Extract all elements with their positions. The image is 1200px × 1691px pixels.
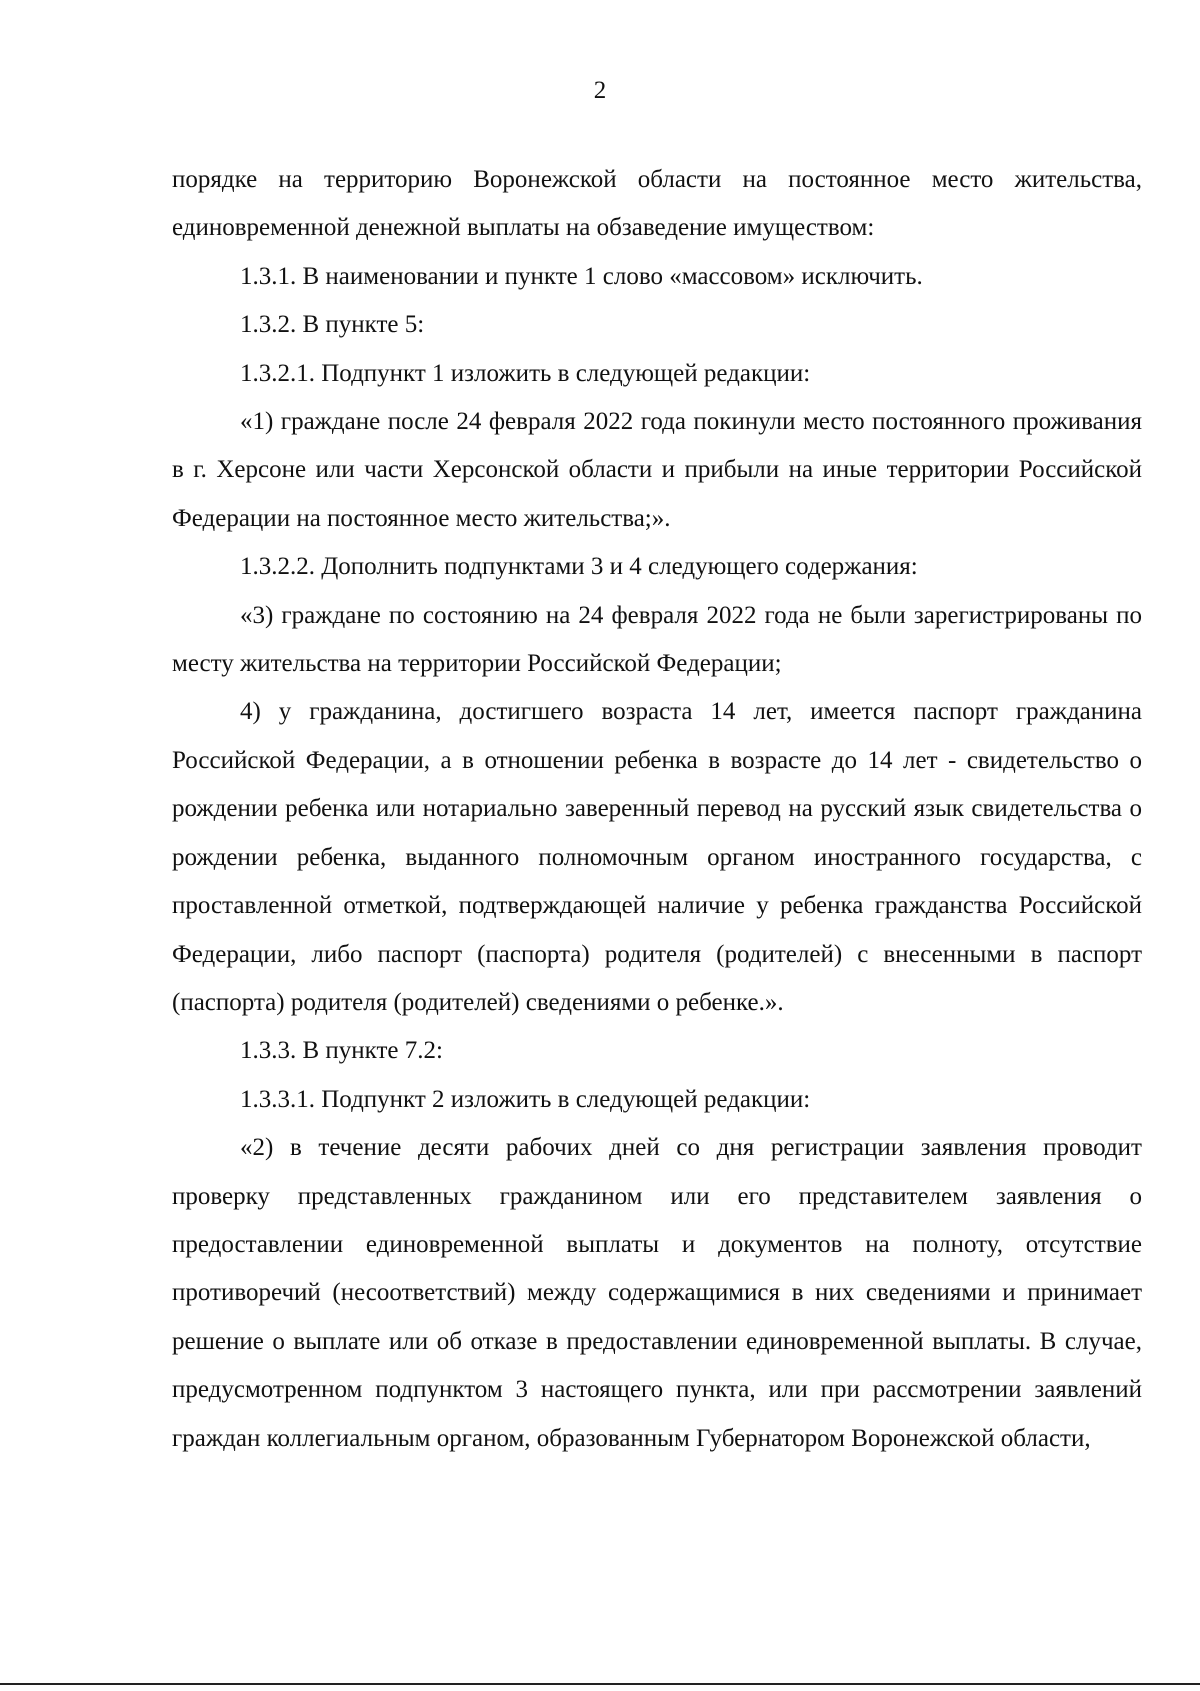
paragraph-1-3-2-1: 1.3.2.1. Подпункт 1 изложить в следующей редакции: <box>240 359 811 387</box>
paragraph-subitem-3: «3) граждане по состоянию на 24 февраля 2022 года не были зарегистрированы по месту жительства на территории Российской Федерации; <box>172 601 1142 678</box>
document-body <box>172 156 1142 1463</box>
bottom-rule <box>0 1683 1200 1685</box>
page-number: 2 <box>593 77 607 104</box>
paragraph-intro: порядке на территорию Воронежской области на постоянное место жительства, единовременной денежной выплаты на обзаведение имуществом: <box>172 166 1142 242</box>
paragraph-1-3-3: 1.3.3. В пункте 7.2: <box>240 1037 443 1065</box>
paragraph-1-3-2-2: 1.3.2.2. Дополнить подпунктами 3 и 4 следующего содержания: <box>240 553 918 581</box>
paragraph-1-3-2: 1.3.2. В пункте 5: <box>240 311 425 339</box>
paragraph-1-3-1: 1.3.1. В наименовании и пункте 1 слово «массовом» исключить. <box>240 262 923 290</box>
paragraph-subitem-1: «1) граждане после 24 февраля 2022 года покинули место постоянного проживания в г. Херсоне или части Херсонской области и прибыли на иные территории Российской Федерации на постоянное место жительства;». <box>172 408 1142 532</box>
paragraph-1-3-3-1: 1.3.3.1. Подпункт 2 изложить в следующей редакции: <box>240 1085 811 1113</box>
paragraph-subitem-4: 4) у гражданина, достигшего возраста 14 лет, имеется паспорт гражданина Российской Федерации, а в отношении ребенка в возрасте до 14 лет - свидетельство о рождении ребенка или нотариально заверенный перевод на русский язык свидетельства о рождении ребенка, выданного полномочным органом иностранного государства, с проставленной отметкой, подтверждающей наличие у ребенка гражданства Российской Федерации, либо паспорт (паспорта) родителя (родителей) с внесенными в паспорт (паспорта) родителя (родителей) сведениями о ребенке.». <box>172 698 1142 1016</box>
paragraph-subitem-2: «2) в течение десяти рабочих дней со дня регистрации заявления проводит проверку представленных гражданином или его представителем заявления о предоставлении единовременной выплаты и документов на полноту, отсутствие противоречий (несоответствий) между содержащимися в них сведениями и принимает решение о выплате или об отказе в предоставлении единовременной выплаты. В случае, предусмотренном подпунктом 3 настоящего пункта, или при рассмотрении заявлений граждан коллегиальным органом, образованным Губернатором Воронежской области, <box>172 1134 1142 1452</box>
